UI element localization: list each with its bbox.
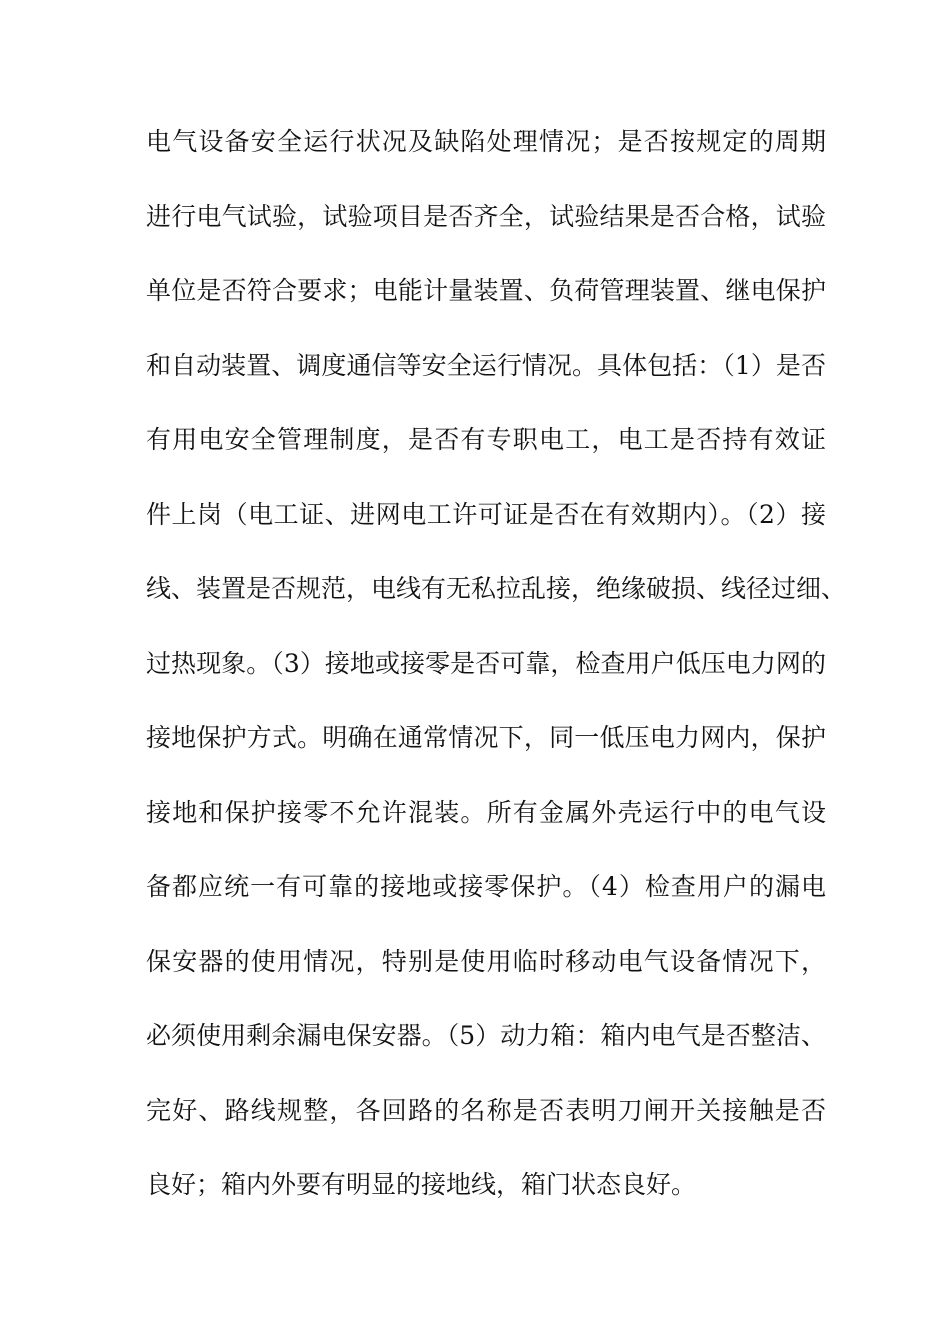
body-paragraph	[146, 127, 847, 1247]
text-line: 件上岗（电工证、进网电工许可证是否在有效期内）。（2）接	[146, 499, 826, 529]
text-line: 良好；箱内外要有明显的接地线，箱门状态良好。	[146, 1170, 697, 1199]
text-line: 必须使用剩余漏电保安器。（5）动力箱：箱内电气是否整洁、	[146, 1021, 826, 1050]
text-line: 有用电安全管理制度，是否有专职电工，电工是否持有效证	[146, 425, 826, 454]
text-line: 单位是否符合要求；电能计量装置、负荷管理装置、继电保护	[146, 276, 826, 305]
text-line: 和自动装置、调度通信等安全运行情况。具体包括：（1）是否	[146, 350, 826, 380]
text-line: 备都应统一有可靠的接地或接零保护。（4）检查用户的漏电	[146, 872, 826, 901]
text-line: 完好、路线规整，各回路的名称是否表明刀闸开关接触是否	[146, 1095, 826, 1125]
text-line: 电气设备安全运行状况及缺陷处理情况；是否按规定的周期	[146, 127, 826, 156]
text-line: 保安器的使用情况，特别是使用临时移动电气设备情况下，	[146, 946, 826, 976]
text-line: 接地保护方式。明确在通常情况下，同一低压电力网内，保护	[146, 723, 826, 752]
text-line: 线、装置是否规范，电线有无私拉乱接，绝缘破损、线径过细、	[146, 574, 847, 603]
text-line: 进行电气试验，试验项目是否齐全，试验结果是否合格，试验	[146, 201, 826, 231]
text-line: 过热现象。（3）接地或接零是否可靠，检查用户低压电力网的	[146, 648, 826, 678]
text-line: 接地和保护接零不允许混装。所有金属外壳运行中的电气设	[146, 797, 826, 827]
